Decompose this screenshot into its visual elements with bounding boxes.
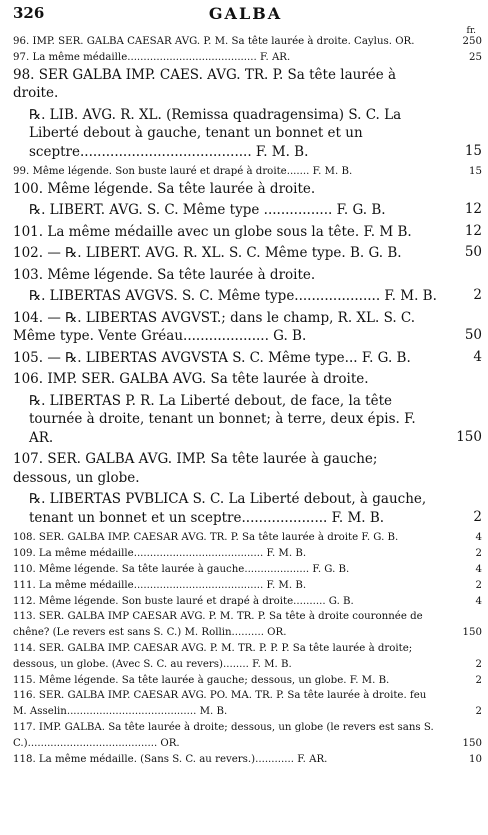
entry-price: 2 [473, 287, 482, 304]
catalog-entry [13, 450, 482, 487]
page-number: 326 [13, 4, 45, 22]
catalog-entry [13, 594, 482, 610]
entry-text: 117. IMP. GALBA. Sa tête laurée à droite; dessous, un globe (le revers est sans S. C.)........................................ OR. [13, 721, 434, 749]
entry-text: 112. Même légende. Son buste lauré et drapé à droite.......... G. B. [13, 595, 354, 607]
entry-price: 150 [462, 627, 482, 639]
entry-price: 2 [475, 548, 482, 560]
page-title: GALBA [208, 4, 283, 23]
entry-price: 2 [475, 658, 482, 670]
page-header [13, 4, 478, 36]
entry-price: 4 [475, 563, 482, 575]
catalog-entry [13, 546, 482, 562]
catalog-entry [13, 50, 482, 66]
catalog-entry [13, 180, 482, 199]
entry-price: 4 [475, 532, 482, 544]
entry-text: 110. Même légende. Sa tête laurée à gauche.................... F. G. B. [13, 563, 350, 575]
entry-price: 2 [475, 706, 482, 718]
catalog-entry [13, 490, 482, 527]
catalog-entry [13, 392, 482, 448]
catalog-entry [13, 287, 482, 306]
catalog-entry [13, 641, 482, 673]
catalog-entry [13, 34, 482, 50]
entry-text: 111. La même médaille........................................ F. M. B. [13, 579, 307, 591]
entry-text: ℞. LIBERTAS PVBLICA S. C. La Liberté debout, à gauche, tenant un bonnet et un sceptre.................... F. M. B. [29, 491, 427, 526]
catalog-entry [13, 66, 482, 103]
catalog-entry [13, 164, 482, 180]
entry-price: 150 [462, 737, 482, 749]
entry-text: 108. SER. GALBA IMP. CAESAR AVG. TR. P. Sa tête laurée à droite F. G. B. [13, 532, 399, 544]
catalog-entry [13, 720, 482, 752]
entry-text: 116. SER. GALBA IMP. CAESAR AVG. PO. MA. TR. P. Sa tête laurée à droite. feu M. Asselin........................................ M. B. [13, 690, 427, 718]
entry-price: 15 [469, 166, 482, 178]
entry-price: 10 [469, 753, 482, 765]
entry-text: 118. La même médaille. (Sans S. C. au revers.)............ F. AR. [13, 753, 328, 765]
catalog-entry [13, 349, 482, 368]
entry-text: 97. La même médaille........................................ F. AR. [13, 51, 291, 63]
entry-text: 114. SER. GALBA IMP. CAESAR AVG. P. M. TR. P. P. P. Sa tête laurée à droite; dessous, un globe. (Avec S. C. au revers)........ F. M. B. [13, 642, 413, 670]
entry-text: 113. SER. GALBA IMP CAESAR AVG. P. M. TR. P. Sa tête à droite couronnée de chêne? (Le revers est sans S. C.) M. Rollin.......... OR. [13, 611, 423, 639]
entry-text: 101. La même médaille avec un globe sous la tête. F. M B. [13, 223, 412, 240]
entry-text: 103. Même légende. Sa tête laurée à droite. [13, 266, 316, 283]
entry-text: 105. — ℞. LIBERTAS AVGVSTA S. C. Même type... F. G. B. [13, 349, 411, 366]
catalog-entry [13, 201, 482, 220]
entry-price: 2 [475, 579, 482, 591]
entry-list [13, 34, 482, 767]
catalog-entry [13, 530, 482, 546]
entry-price: 150 [456, 428, 482, 445]
catalog-entry [13, 609, 482, 641]
entry-price: 2 [475, 674, 482, 686]
entry-price: 4 [473, 348, 482, 365]
catalog-entry [13, 578, 482, 594]
entry-text: ℞. LIB. AVG. R. XL. (Remissa quadragensima) S. C. La Liberté debout à gauche, tenant un bonnet et un sceptre........................................ F. M. B. [29, 106, 402, 160]
catalog-entry [13, 752, 482, 768]
entry-text: 99. Même légende. Son buste lauré et drapé à droite....... F. M. B. [13, 166, 353, 178]
catalog-entry [13, 688, 482, 720]
entry-price: 250 [462, 36, 482, 47]
entry-text: 102. — ℞. LIBERT. AVG. R. XL. S. C. Même type. B. G. B. [13, 245, 402, 262]
catalog-entry [13, 673, 482, 689]
entry-text: 96. IMP. SER. GALBA CAESAR AVG. P. M. Sa tête laurée à droite. Caylus. OR. [13, 36, 415, 47]
catalog-entry [13, 244, 482, 263]
catalog-entry [13, 309, 482, 346]
entry-text: 98. SER GALBA IMP. CAES. AVG. TR. P. Sa tête laurée à droite. [13, 66, 397, 102]
catalog-entry [13, 562, 482, 578]
entry-text: 115. Même légende. Sa tête laurée à gauche; dessous, un globe. F. M. B. [13, 674, 390, 686]
entry-text: ℞. LIBERT. AVG. S. C. Même type ................ F. G. B. [29, 202, 386, 219]
catalog-entry [13, 266, 482, 285]
entry-text: 107. SER. GALBA AVG. IMP. Sa tête laurée à gauche; dessous, un globe. [13, 451, 378, 486]
catalog-entry [13, 223, 482, 242]
entry-price: 4 [475, 595, 482, 607]
entry-text: 109. La même médaille........................................ F. M. B. [13, 548, 307, 560]
catalog-entry [13, 370, 482, 389]
entry-price: 50 [464, 244, 482, 261]
entry-price: 15 [464, 142, 482, 159]
entry-text: ℞. LIBERTAS P. R. La Liberté debout, de face, la tête tournée à droite, tenant un bonnet; à terre, deux épis. F. AR. [29, 392, 416, 446]
entry-text: 106. IMP. SER. GALBA AVG. Sa tête laurée à droite. [13, 371, 369, 388]
entry-price: 2 [473, 508, 482, 525]
entry-price: 12 [464, 201, 482, 218]
currency-label: fr. [466, 26, 476, 36]
entry-text: ℞. LIBERTAS AVGVS. S. C. Même type.................... F. M. B. [29, 288, 437, 305]
entry-price: 50 [464, 327, 482, 344]
entry-text: 100. Même légende. Sa tête laurée à droite. [13, 180, 316, 197]
entry-text: 104. — ℞. LIBERTAS AVGVST.; dans le champ, R. XL. S. C. Même type. Vente Gréau.................... G. B. [13, 309, 416, 345]
entry-price: 25 [469, 51, 482, 63]
catalog-entry [13, 106, 482, 162]
entry-price: 12 [464, 222, 482, 239]
